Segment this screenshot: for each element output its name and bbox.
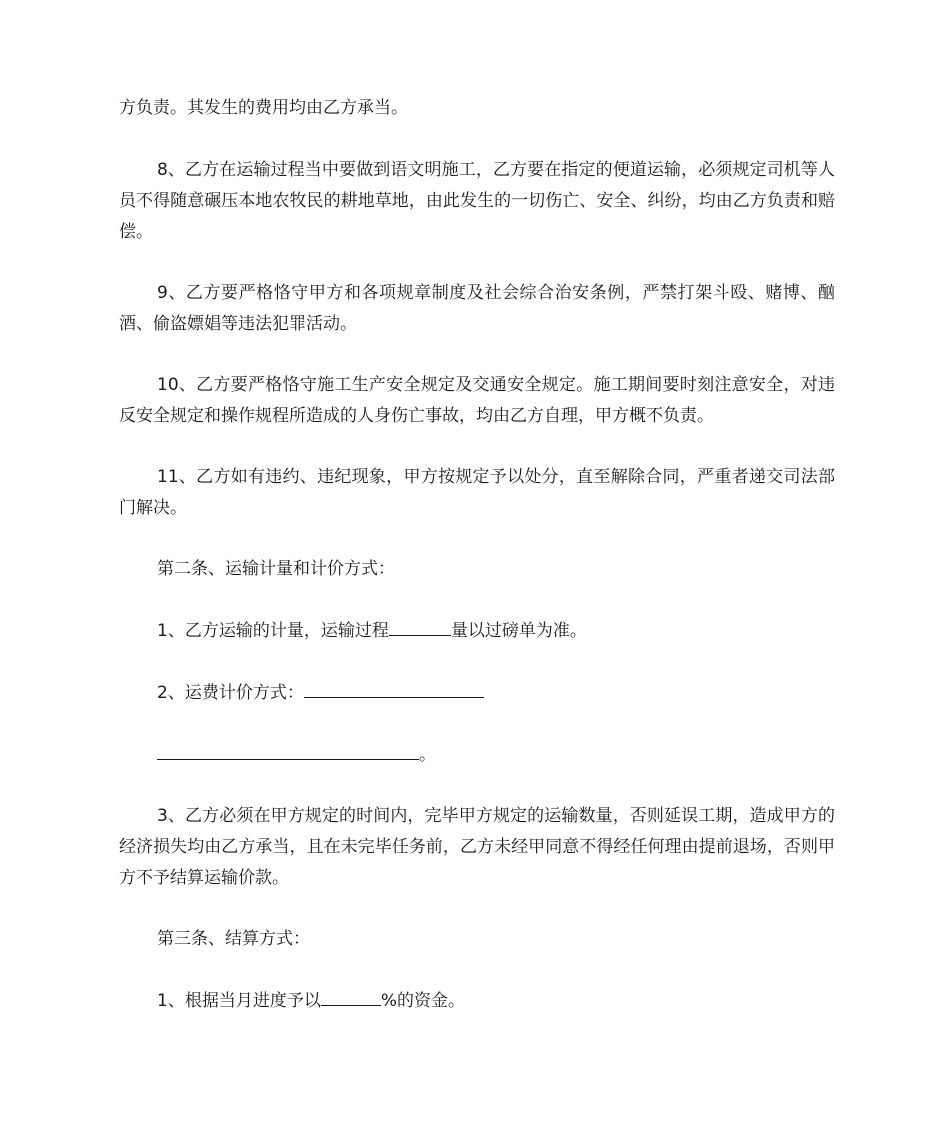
section-3-heading: 第三条、结算方式： [157,929,310,949]
measure-blank [389,615,451,636]
document-page [119,93,835,1047]
price-clause [119,677,835,709]
settle-clause [119,985,835,1017]
settle-text-after: %的资金。 [380,991,465,1011]
clause-3: 3、乙方必须在甲方规定的时间内，完毕甲方规定的运输数量，否则延误工期，造成甲方的经济损失均由乙方承当，且在未完毕任务前，乙方未经甲同意不得经任何理由提前退场，否则甲方不予结算运输价款。 [119,806,835,888]
clause-9: 9、乙方要严格恪守甲方和各项规章制度及社会综合治安条例，严禁打架斗殴、赌博、酗酒、偷盗嫖娼等违法犯罪活动。 [119,283,835,334]
paragraph-continuation: 方负责。其发生的费用均由乙方承当。 [119,98,408,118]
settle-blank [321,985,381,1006]
measure-text-after: 量以过磅单为准。 [450,621,587,641]
price-blank-line [157,739,419,760]
measure-clause [119,615,835,647]
price-label: 2、运费计价方式： [157,683,304,703]
section-2-heading: 第二条、运输计量和计价方式： [157,559,395,579]
price-continuation [119,739,835,771]
clause-8: 8、乙方在运输过程当中要做到语文明施工，乙方要在指定的便道运输，必须规定司机等人员不得随意碾压本地农牧民的耕地草地，由此发生的一切伤亡、安全、纠纷，均由乙方负责和赔偿。 [119,160,835,242]
settle-text-before: 1、根据当月进度予以 [157,991,321,1011]
price-blank [304,677,484,698]
price-end-mark: 。 [419,745,436,765]
measure-text-before: 1、乙方运输的计量，运输过程 [157,621,389,641]
clause-10: 10、乙方要严格恪守施工生产安全规定及交通安全规定。施工期间要时刻注意安全，对违反安全规定和操作规程所造成的人身伤亡事故，均由乙方自理，甲方概不负责。 [119,375,835,426]
clause-11: 11、乙方如有违约、违纪现象，甲方按规定予以处分，直至解除合同，严重者递交司法部门解决。 [119,467,835,518]
